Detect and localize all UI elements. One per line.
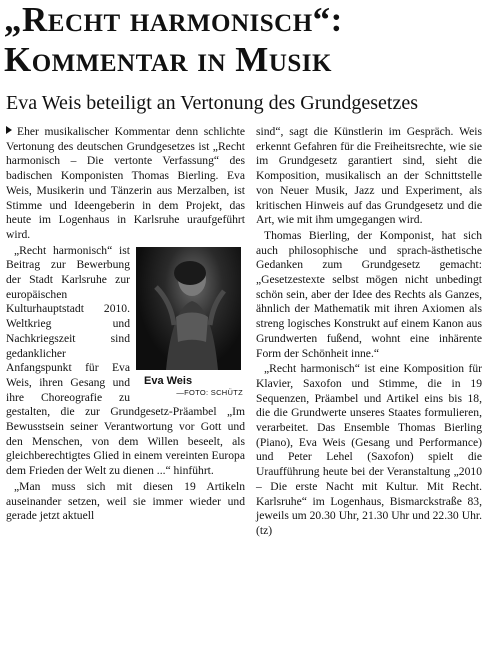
headline	[4, 0, 488, 80]
article-column-right	[256, 125, 482, 539]
paragraph-intro-text: Eher musikalischer Kommentar denn schlichte Vertonung des deutschen Grundgesetzes ist „Recht harmonisch – Die vertonte Verfassung“ des badischen Komponisten Thomas Bierling. Eva Weis, Musikerin und Tänzerin aus Merzalben, ist Stimme und Ideengeberin in dem Projekt, das heute im Logenhaus in Karlsruhe uraufgeführt wird.	[6, 125, 245, 241]
paragraph-2	[6, 244, 245, 479]
photo-block	[136, 247, 245, 398]
paragraph-3: „Man muss sich mit diesen 19 Artikeln auseinander setzen, weil sie immer wieder und gerade jetzt aktuell	[6, 479, 245, 523]
portrait-photo	[136, 247, 241, 370]
triangle-bullet-icon	[6, 126, 12, 134]
paragraph-2-text: „Recht harmonisch“ ist Beitrag zur Bewerbung der Stadt Karlsruhe zur europäischen Kulturhauptstadt 2010. Weltkrieg und Nachkriegszeit sind gedanklicher Anfangspunkt für Eva Weis, ihren Gesang und ihre Choreografie zu gestalten, die zur Grundgesetz-Präambel „Im Bewusstsein seiner Verantwortung vor Gott und den Menschen, von dem Willen beseelt, als gleichberechtigtes Glied in einem vereinten Europa dem Frieden der Welt zu dienen ...“ hinführt.	[6, 243, 245, 478]
photo-caption: Eva Weis	[144, 374, 193, 387]
paragraph-4: sind“, sagt die Künstlerin im Gespräch. Weis erkennt Gefahren für die Freiheitsrechte, wie sie im Grundgesetz garantiert sind, sieht die Komposition, musikalisch an der Schnittstelle von Neuer Musik, Jazz und Experiment, als kritischen Hinweis auf das Grundgesetz und die Art, wie mit ihm umgegangen wird.	[256, 125, 482, 227]
headline-line-2: Kommentar in Musik	[4, 40, 332, 79]
photo-credit: —FOTO: SCHÜTZ	[176, 387, 243, 397]
paragraph-intro	[6, 125, 245, 243]
portrait-illustration	[136, 247, 241, 370]
article-column-left	[6, 125, 245, 524]
headline-line-1: „Recht harmonisch“:	[4, 0, 343, 39]
paragraph-5: Thomas Bierling, der Komponist, hat sich auch philosophische und sprach-ästhetische Gedanken zum Grundgesetz gemacht: „Gesetzestexte selbst mögen nicht unbedingt schön sein, aber der Idee des Rechts als Ganzes, ähnlich der Mathematik mit ihren Axiomen als streng logisches Konstrukt auf einem Kanon aus Grundwerten fußend, wohnt eine inhärente Form der Schönheit inne.“	[256, 228, 482, 360]
subheadline: Eva Weis beteiligt an Vertonung des Grundgesetzes	[6, 92, 418, 114]
paragraph-6: „Recht harmonisch“ ist eine Komposition für Klavier, Saxofon und Stimme, die in 19 Sequenzen, Präambel und Artikel eins bis 18, die die Grundwerte unseres Staates formulieren, verarbeitet. Das Ensemble Thomas Bierling (Piano), Eva Weis (Gesang und Performance) und Peter Lehel (Saxofon) spielt die Uraufführung heute bei der Veranstaltung „2010 – Die erste Nacht mit Kultur. Mit Recht. Karlsruhe“ im Logenhaus, Bismarckstraße 83, jeweils um 20.30 Uhr, 21.30 Uhr und 22.30 Uhr. (tz)	[256, 362, 482, 537]
